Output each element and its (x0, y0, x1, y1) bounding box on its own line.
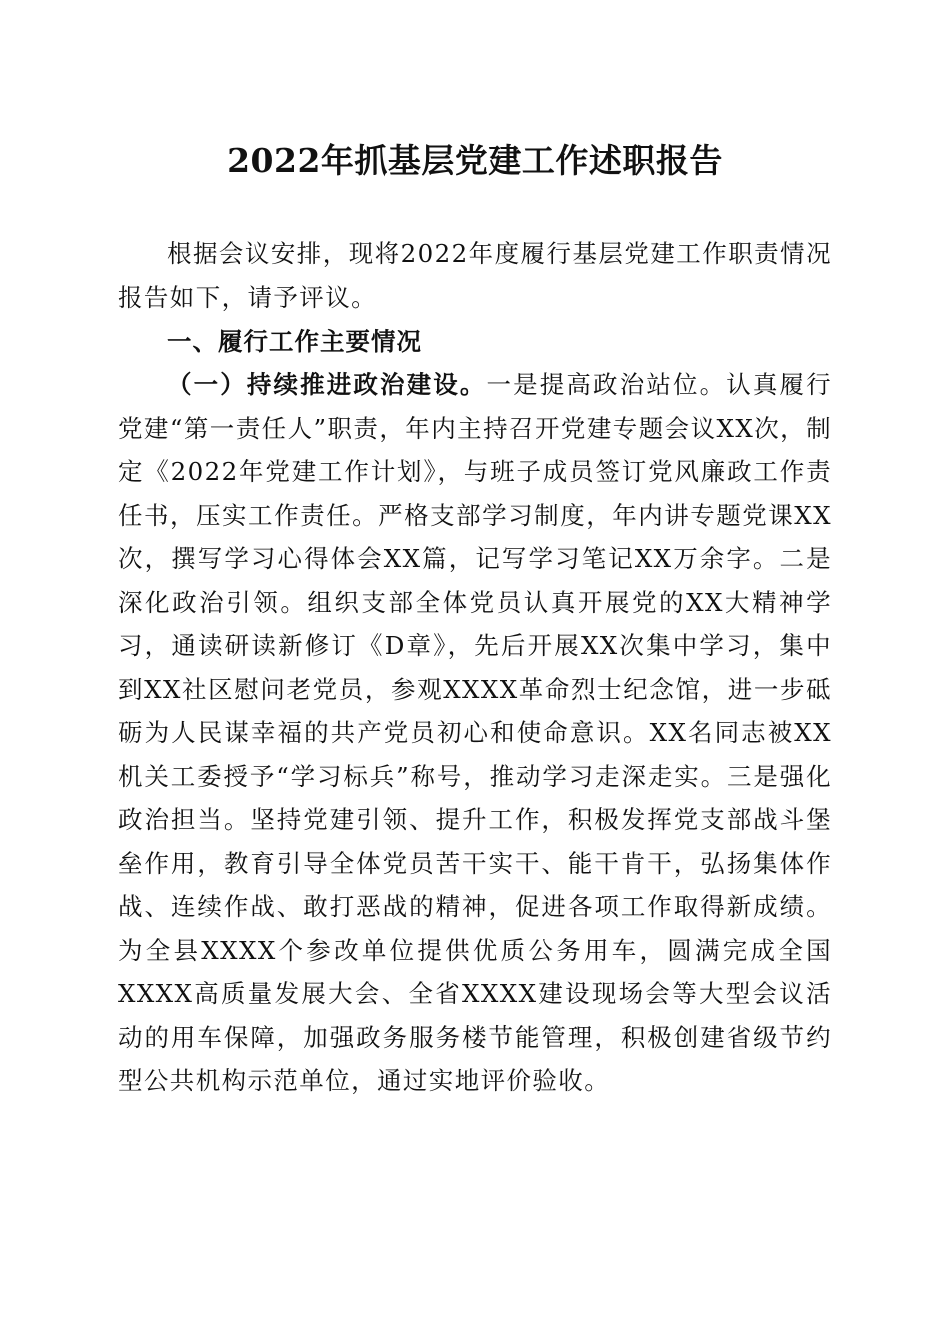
intro-paragraph: 根据会议安排，现将2022年度履行基层党建工作职责情况报告如下，请予评议。 (118, 239, 832, 312)
paragraph-body: 一是提高政治站位。认真履行党建“第一责任人”职责，年内主持召开党建专题会议XX次，制定《2022年党建工作计划》，与班子成员签订党风廉政工作责任书，压实工作责任。严格支部学习制度，年内讲专题党课XX次，撰写学习心得体会XX篇，记写学习笔记XX万余字。二是深化政治引领。组织支部全体党员认真开展党的XX大精神学习，通读研读新修订《D章》，先后开展XX次集中学习，集中到XX社区慰问老党员，参观XXXX革命烈士纪念馆，进一步砥砺为人民谋幸福的共产党员初心和使命意识。XX名同志被XX机关工委授予“学习标兵”称号，推动学习走深走实。三是强化政治担当。坚持党建引领、提升工作，积极发挥党支部战斗堡垒作用，教育引导全体党员苦干实干、能干肯干，弘扬集体作战、连续作战、敢打恶战的精神，促进各项工作取得新成绩。为全县XXXX个参改单位提供优质公务用车，圆满完成全国XXXX高质量发展大会、全省XXXX建设现场会等大型会议活动的用车保障，加强政务服务楼节能管理，积极创建省级节约型公共机构示范单位，通过实地评价验收。 (118, 370, 832, 1095)
section-heading: 一、履行工作主要情况 (167, 327, 422, 356)
document-title: 2022年抓基层党建工作述职报告 (227, 141, 723, 180)
paragraph-lead: （一）持续推进政治建设。 (167, 370, 487, 399)
body-paragraph (118, 363, 832, 1103)
